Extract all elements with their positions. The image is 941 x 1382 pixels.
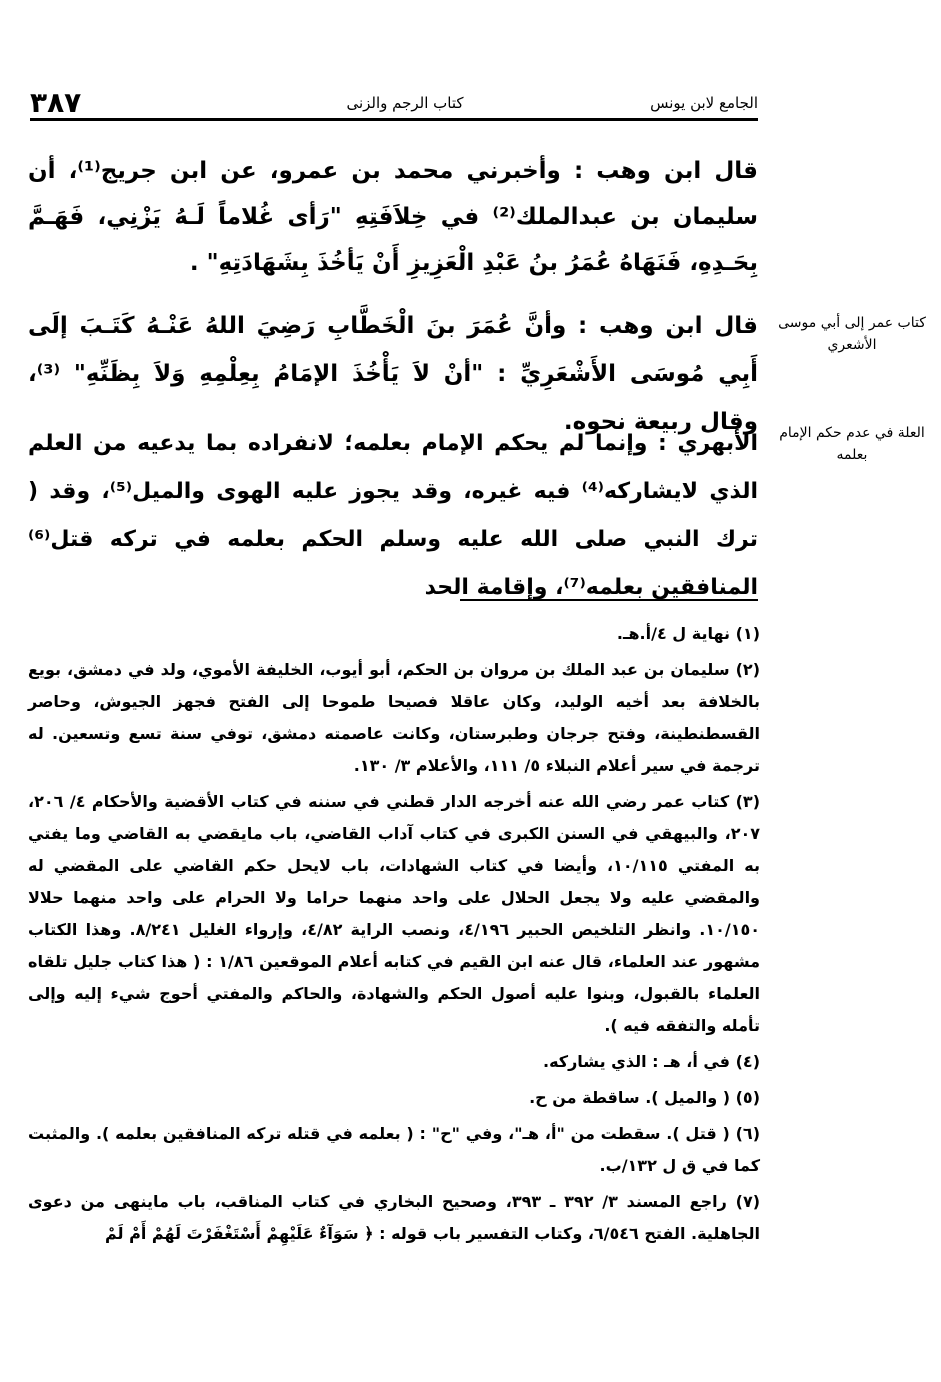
footnote-1: (١) نهاية ل ٤/أ.هـ. xyxy=(616,624,760,643)
footnote-7: (٧) راجع المسند ٣/ ٣٩٢ ـ ٣٩٣، وصحيح البخاري في كتاب المناقب، باب ماينهى من دعوى الجاهلية. الفتح ٦/٥٤٦، وكتاب التفسير باب قوله : ﴿ سَوَآءٌ عَلَيْهِمْ أَسْتَغْفَرْتَ لَهُمْ أَمْ لَمْ xyxy=(28,1192,761,1243)
page-number: ٣٨٧ xyxy=(30,86,82,119)
page-header xyxy=(30,88,758,122)
footnote-6: (٦) ( قتل ). سقطت من "أ، هـ"، وفي "ح" : ( بعلمه في قتله تركه المنافقين بعلمه ). والمثبت كما في ق ل ١٣٢/ب. xyxy=(28,1124,760,1175)
paragraph-2-text: قال ابن وهب : وأنَّ عُمَرَ بنَ الْخَطَّابِ رَضِيَ اللهُ عَنْـهُ كَتَـبَ إلَى أَبِي مُوسَى الأَشْعَرِيِّ : "أنْ لاَ يَأْخُذَ الإمَامُ بِعِلْمِهِ وَلاَ بِظَنِّهِ" ⁽³⁾، وقال ربيعة نحوه. xyxy=(28,313,758,435)
footnote-2: (٢) سليمان بن عبد الملك بن مروان بن الحكم، أبو أيوب، الخليفة الأموي، ولد في دمشق، بويع بالخلافة بعد أخيه الوليد، وكان عاقلا فصيحا طموحا إلى الفتح فجهز الجيوش، وحاصر القسطنطينة، وفتح جرجان وطبرستان، وكانت عاصمته دمشق، توفي سنة تسع وتسعين. له ترجمة في سير أعلام النبلاء ٥/ ١١١، والأعلام ٣/ ١٣٠. xyxy=(28,660,760,775)
footnote-3: (٣) كتاب عمر رضي الله عنه أخرجه الدار قطني في سننه في كتاب الأقضية والأحكام ٤/ ٢٠٦، ٢٠٧، والبيهقي في السنن الكبرى في كتاب آداب القاضي، باب مايقضي به القاضي وما يفتي به المفتي ١٠/١١٥، وأيضا في كتاب الشهادات، باب لايحل حكم القاضي على المقضي له والمقضي عليه ولا يجعل الحلال على واحد منهما حراما ولا الحرام على واحد منهما حلالا ١٠/١٥٠. وانظر التلخيص الحبير ٤/١٩٦، ونصب الراية ٤/٨٢، وإرواء الغليل ٨/٢٤١. وهذا الكتاب مشهور عند العلماء، قال عنه ابن القيم في كتابه أعلام الموقعين ١/٨٦ : ( هذا كتاب جليل تلقاه العلماء بالقبول، وبنوا عليه أصول الحكم والشهادة، والحاكم والمفتي أحوج شيء إليه وإلى تأمله والتفقه فيه ). xyxy=(28,792,761,1035)
footnote-separator xyxy=(460,599,758,601)
paragraph-1 xyxy=(28,148,758,286)
chapter-title: كتاب الرجم والزنى xyxy=(346,94,464,112)
side-note-1: كتاب عمر إلى أبي موسى الأشعري xyxy=(778,315,926,353)
side-note-2: العلة في عدم حكم الإمام بعلمه xyxy=(779,425,925,463)
book-title: الجامع لابن يونس xyxy=(650,94,758,112)
paragraph-3-text: الأبهري : وإنما لم يحكم الإمام بعلمه؛ لانفراده بما يدعيه من العلم الذي لايشاركه⁽⁴⁾ فيه غيره، وقد يجوز عليه الهوى والميل⁽⁵⁾، وقد ( ترك النبي صلى الله عليه وسلم الحكم بعلمه في تركه قتل⁽⁶⁾ المنافقين بعلمه⁽⁷⁾، وإقامة الحد xyxy=(28,431,759,600)
header-rule xyxy=(30,118,758,121)
paragraph-3 xyxy=(28,420,758,612)
footnote-5: (٥) ( والميل ). ساقطة من ح. xyxy=(529,1088,760,1107)
paragraph-1-text: قال ابن وهب : وأخبرني محمد بن عمرو، عن ابن جريج⁽¹⁾، أن سليمان بن عبدالملك⁽²⁾ في خِلاَفَتِهِ "رَأى غُلاماً لَـهُ يَزْنِي، فَهَـمَّ بِحَـدِهِ، فَنَهَاهُ عُمَرُ بنُ عَبْدِ الْعَزِيزِ أَنْ يَأخُذَ بِشَهَادَتِهِ" . xyxy=(28,158,758,276)
footnotes xyxy=(28,618,760,1254)
footnote-4: (٤) في أ، هـ : الذي يشاركه. xyxy=(543,1052,760,1071)
